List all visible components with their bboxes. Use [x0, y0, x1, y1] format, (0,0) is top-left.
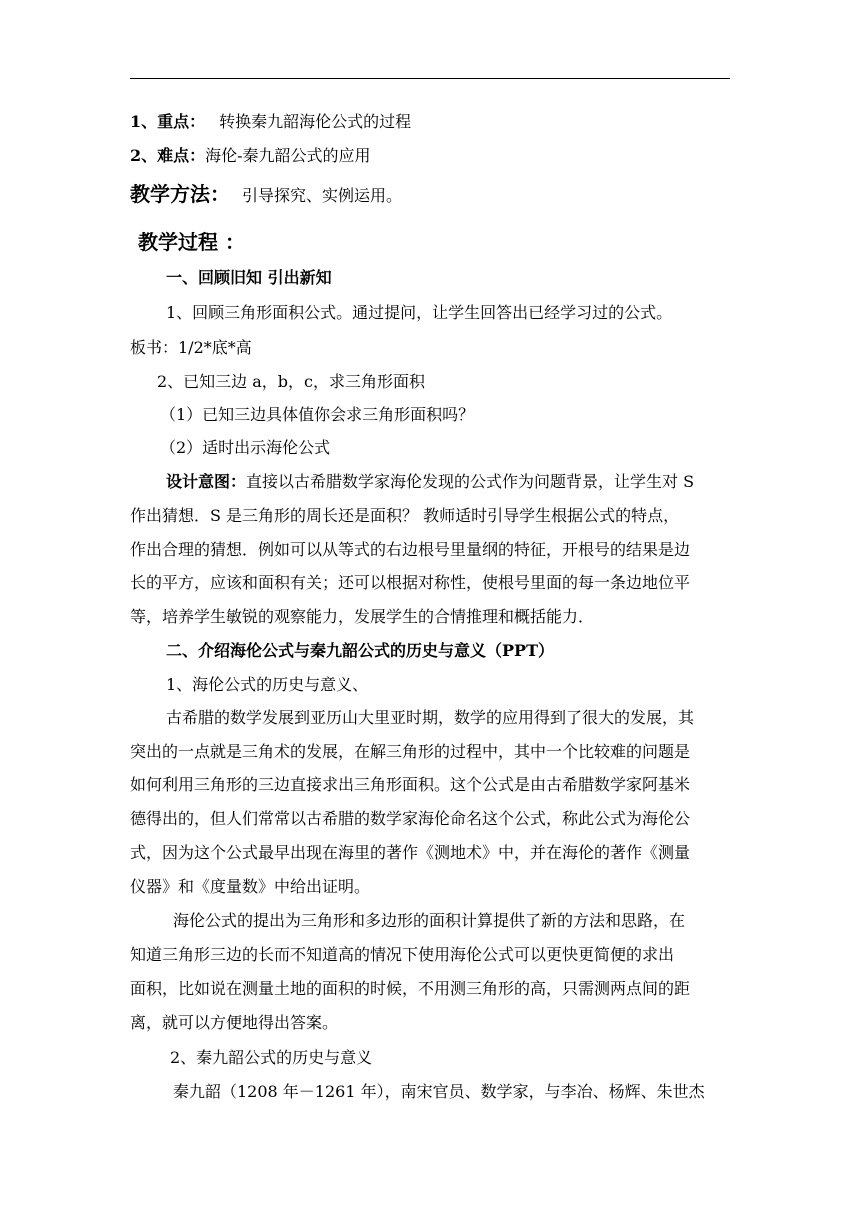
header-rule	[130, 78, 730, 79]
difficulty-item	[130, 146, 371, 166]
history-paragraph-line: 如何利用三角形的三边直接求出三角形面积。这个公式是由古希腊数学家阿基米	[130, 775, 691, 794]
history-paragraph-line: 突出的一点就是三角术的发展，在解三角形的过程中，其中一个比较难的问题是	[130, 742, 691, 761]
section1-board: 板书：1/2*底*高	[130, 338, 252, 357]
method-text: 引导探究、实例运用。	[242, 186, 403, 205]
history-paragraph-line: 德得出的，但人们常常以古希腊的数学家海伦命名这个公式，称此公式为海伦公	[130, 809, 691, 828]
design-intent-text: 直接以古希腊数学家海伦发现的公式作为问题背景，让学生对 S	[246, 472, 695, 491]
design-intent-line: 长的平方，应该和面积有关；还可以根据对称性，使根号里面的每一条边地位平	[130, 573, 691, 592]
history-paragraph-line: 式，因为这个公式最早出现在海里的著作《测地术》中，并在海伦的著作《测量	[130, 843, 691, 862]
process-heading: 教学过程 ：	[138, 230, 245, 254]
significance-paragraph-line: 知道三角形三边的长而不知道高的情况下使用海伦公式可以更快更简便的求出	[130, 945, 675, 964]
difficulty-text: 海伦-秦九韶公式的应用	[205, 146, 371, 165]
section1-question2: （2）适时出示海伦公式	[160, 438, 331, 457]
design-intent-line: 作出猜想．S 是三角形的周长还是面积？ 教师适时引导学生根据公式的特点，	[130, 506, 680, 525]
key-point-item	[130, 112, 411, 132]
significance-paragraph-line: 海伦公式的提出为三角形和多边形的面积计算提供了新的方法和思路，在	[173, 911, 686, 930]
section1-step2: 2、已知三边 a，b，c，求三角形面积	[157, 372, 426, 391]
method-label: 教学方法：	[130, 182, 230, 206]
qin-paragraph-line: 秦九韶（1208 年－1261 年），南宋官员、数学家，与李冶、杨辉、朱世杰	[173, 1082, 705, 1101]
key-point-text: 转换秦九韶海伦公式的过程	[219, 112, 412, 131]
design-intent-line: 等，培养学生敏锐的观察能力，发展学生的合情推理和概括能力．	[130, 607, 595, 626]
design-intent-label: 设计意图：	[166, 472, 247, 491]
key-point-label: 1、重点：	[130, 112, 206, 131]
section1-title: 一、回顾旧知 引出新知	[166, 268, 332, 287]
design-intent-line	[166, 472, 694, 492]
section2-sub1: 1、海伦公式的历史与意义、	[166, 675, 369, 694]
section2-sub2: 2、秦九韶公式的历史与意义	[170, 1048, 373, 1067]
history-paragraph-line: 古希腊的数学发展到亚历山大里亚时期，数学的应用得到了很大的发展，其	[166, 708, 695, 727]
design-intent-line: 作出合理的猜想．例如可以从等式的右边根号里量纲的特征，开根号的结果是边	[130, 540, 691, 559]
history-paragraph-line: 仪器》和《度量数》中给出证明。	[130, 877, 371, 896]
section1-question1: （1）已知三边具体值你会求三角形面积吗？	[160, 405, 475, 424]
significance-paragraph-line: 离，就可以方便地得出答案。	[130, 1013, 339, 1032]
teaching-method	[130, 182, 402, 209]
significance-paragraph-line: 面积，比如说在测量土地的面积的时候，不用测三角形的高，只需测两点间的距	[130, 979, 691, 998]
difficulty-label: 2、难点：	[130, 146, 206, 165]
section1-step1: 1、回顾三角形面积公式。通过提问，让学生回答出已经学习过的公式。	[166, 303, 673, 322]
section2-title: 二、介绍海伦公式与秦九韶公式的历史与意义（PPT）	[166, 641, 554, 660]
